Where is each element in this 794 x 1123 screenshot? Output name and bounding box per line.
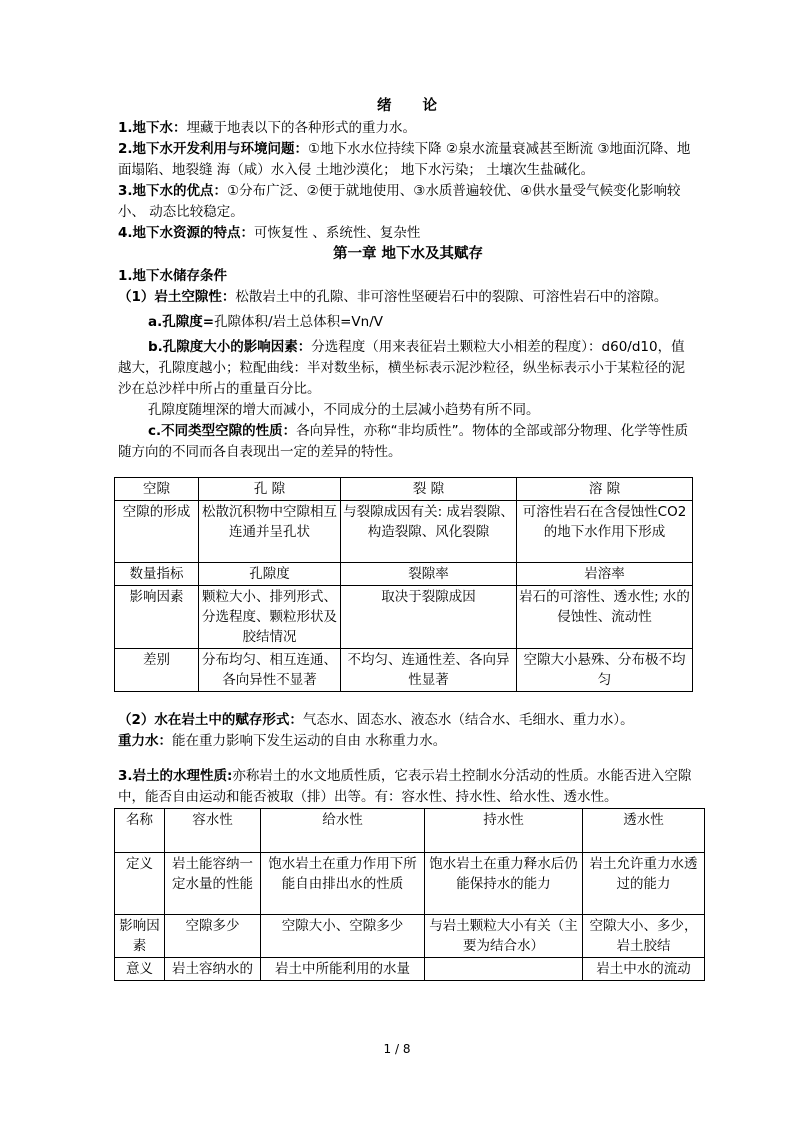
table-row [115,915,705,958]
header-cell: 空隙 [115,478,199,501]
text: 能在重力影响下发生运动的自由 水称重力水。 [172,733,447,749]
para-porosity-factors [118,337,698,400]
text: 亦称岩土的水文地质性质，它表示岩土控制水分活动的性质。水能否进入空隙中，能否自由运动和能否被取（排）出等。有：容水性、持水性、给水性、透水性。 [118,768,692,805]
text: 松散岩土中的孔隙、非可溶性坚硬岩石中的裂隙、可溶性岩石中的溶隙。 [235,289,668,305]
label: （2）水在岩土中的赋存形式： [118,712,303,728]
section-heading: 1.地下水储存条件 [118,268,228,284]
para-groundwater-def [118,118,698,139]
para-porosity [118,287,698,308]
label: 2.地下水开发利用与环境问题： [118,141,309,157]
table-header-row [115,478,693,501]
table-cell: 与岩土颗粒大小有关（主要为结合水） [425,915,583,958]
table-row [115,853,705,915]
table-row [115,501,693,563]
table-cell: 空隙大小、空隙多少 [261,915,425,958]
table-cell: 差别 [115,649,199,692]
table-row [115,563,693,586]
table-cell: 与裂隙成因有关: 成岩裂隙、构造裂隙、风化裂隙 [341,501,517,563]
table-row [115,958,705,981]
table-row [115,586,693,649]
header-cell: 孔 隙 [199,478,341,501]
label: c.不同类型空隙的性质： [148,423,297,439]
table-cell: 颗粒大小、排列形式、分选程度、颗粒形状及胶结情况 [199,586,341,649]
label: b.孔隙度大小的影响因素： [148,339,312,355]
label: 1.地下水： [118,120,187,136]
table-cell: 影响因素 [115,915,165,958]
table-cell: 岩石的可溶性、透水性; 水的侵蚀性、流动性 [517,586,693,649]
label: （1）岩土空隙性： [118,289,236,305]
table-cell: 分布均匀、相互连通、各向异性不显著 [199,649,341,692]
table-cell: 饱水岩土在重力释水后仍能保持水的能力 [425,853,583,915]
table-cell: 岩土能容纳一定水量的性能 [165,853,261,915]
text: ①分布广泛、②便于就地使用、③水质普遍较优、④供水量受气候变化影响较小、 动态比较稳定。 [118,183,681,220]
para-water-forms [118,710,698,731]
hydro-properties-table [114,808,705,981]
header-cell: 裂 隙 [341,478,517,501]
table-cell: 意义 [115,958,165,981]
table-cell: 岩土容纳水的 [165,958,261,981]
table-cell: 岩溶率 [517,563,693,586]
label: a.孔隙度= [148,314,215,330]
text: 埋藏于地表以下的各种形式的重力水。 [186,120,417,136]
table-cell: 空隙多少 [165,915,261,958]
text: 气态水、固态水、液态水（结合水、毛细水、重力水）。 [302,712,634,728]
table-row [115,649,693,692]
header-cell: 容水性 [165,809,261,853]
table-cell: 空隙大小悬殊、分布极不均匀 [517,649,693,692]
para-gravity-water [118,731,698,752]
para-features [118,223,698,244]
table-cell: 岩土中所能利用的水量 [261,958,425,981]
para-void-properties [118,421,698,463]
header-cell: 名称 [115,809,165,853]
table-cell: 空隙大小、多少，岩土胶结 [583,915,705,958]
label: 3.岩土的水理性质: [118,768,233,784]
header-cell: 持水性 [425,809,583,853]
chapter-title: 第一章 地下水及其赋存 [332,246,484,262]
table-cell: 空隙的形成 [115,501,199,563]
para-depth: 孔隙度随埋深的增大而减小，不同成分的土层减小趋势有所不同。 [148,402,540,418]
para-advantages [118,181,698,223]
document-page [118,96,698,981]
text: 可恢复性 、系统性、复杂性 [254,225,421,241]
table-cell: 松散沉积物中空隙相互连通并呈孔状 [199,501,341,563]
table-cell: 裂隙率 [341,563,517,586]
void-comparison-table [114,477,693,692]
table-cell: 取决于裂隙成因 [341,586,517,649]
para-hydro-properties [118,766,698,808]
table-cell: 不均匀、连通性差、各向异性显著 [341,649,517,692]
table-cell: 可溶性岩石在含侵蚀性CO2的地下水作用下形成 [517,501,693,563]
table-cell: 岩土允许重力水透过的能力 [583,853,705,915]
text: 分选程度（用来表征岩土颗粒大小相差的程度）：d60/d10，值越大，孔隙度越小；粒配曲线：半对数坐标，横坐标表示泥沙粒径，纵坐标表示小于某粒径的泥沙在总沙样中所占的重量百分比。 [118,339,685,397]
para-porosity-formula [118,312,698,333]
label: 3.地下水的优点： [118,183,228,199]
text: 孔隙体积/岩土总体积=Vn/V [214,314,383,330]
text: ①地下水水位持续下降 ②泉水流量衰减甚至断流 ③地面沉降、地面塌陷、地裂缝 海（咸）水入侵 土地沙漠化； 地下水污染； 土壤次生盐碱化。 [118,141,691,178]
header-cell: 溶 隙 [517,478,693,501]
label: 4.地下水资源的特点： [118,225,255,241]
table-cell: 数量指标 [115,563,199,586]
header-cell: 透水性 [583,809,705,853]
table-cell: 孔隙度 [199,563,341,586]
page-number: 1 / 8 [383,1042,411,1056]
header-cell: 给水性 [261,809,425,853]
label: 重力水： [118,733,172,749]
para-env-problems [118,139,698,181]
table-header-row [115,809,705,853]
intro-title: 绪 论 [376,98,440,114]
table-cell [425,958,583,981]
table-cell: 饱水岩土在重力作用下所能自由排出水的性质 [261,853,425,915]
text: 各向异性，亦称“非均质性”。物体的全部或部分物理、化学等性质随方向的不同而各自表现出一定的差异的特性。 [118,423,689,460]
table-cell: 影响因素 [115,586,199,649]
table-cell: 岩土中水的流动 [583,958,705,981]
table-cell: 定义 [115,853,165,915]
